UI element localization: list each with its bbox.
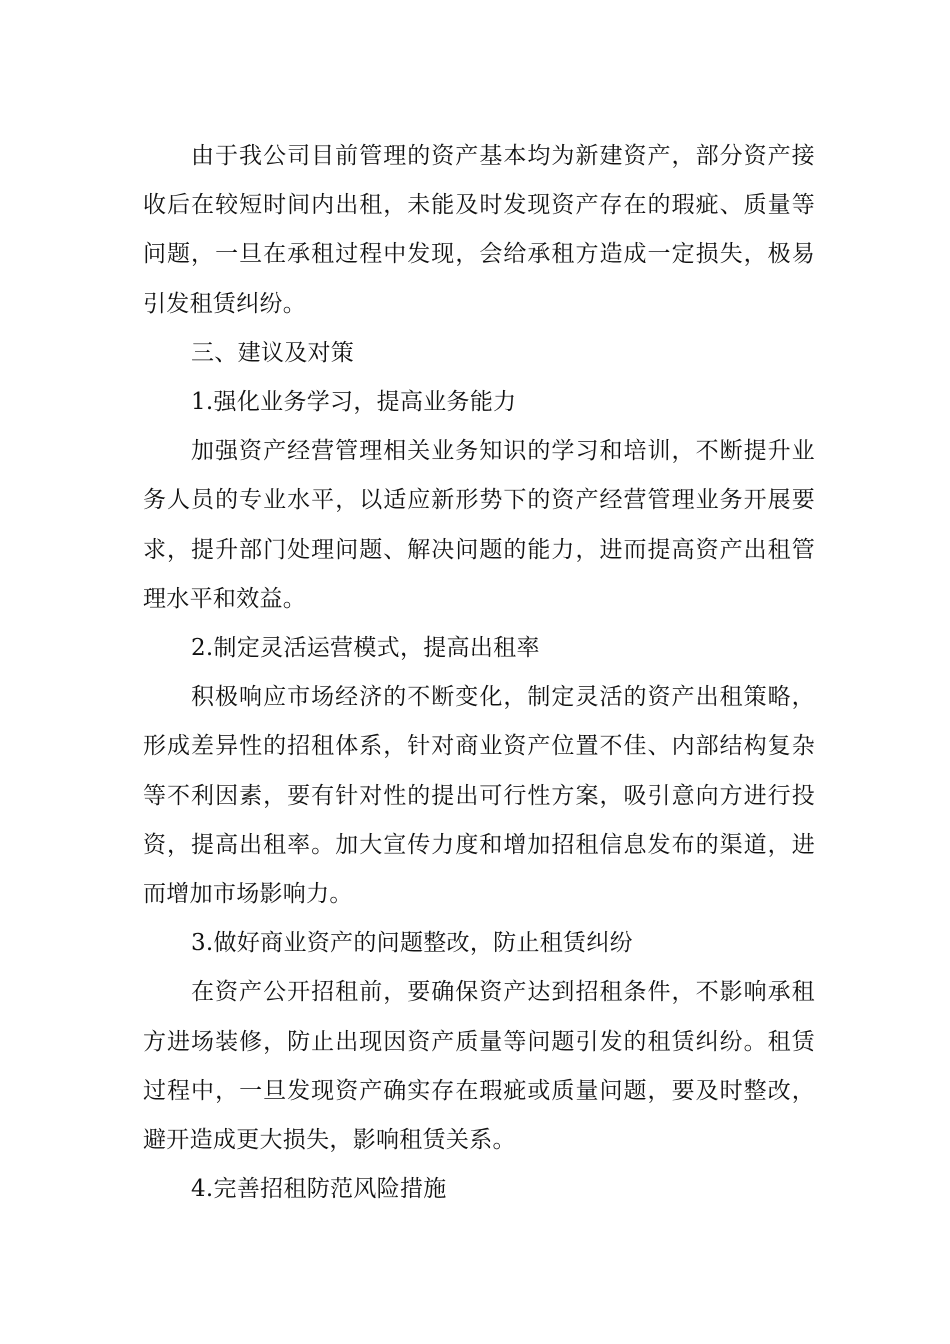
- paragraph-body: 加强资产经营管理相关业务知识的学习和培训，不断提升业务人员的专业水平，以适应新形势下的资产经营管理业务开展要求，提升部门处理问题、解决问题的能力，进而提高资产出租管理水平和效益。: [143, 438, 815, 612]
- subsection-heading: 4.完善招租防范风险措施: [191, 1176, 447, 1203]
- document-body: [143, 132, 815, 1214]
- subsection-heading: 3.做好商业资产的问题整改，防止租赁纠纷: [191, 930, 633, 957]
- paragraph-body: 积极响应市场经济的不断变化，制定灵活的资产出租策略，形成差异性的招租体系，针对商业资产位置不佳、内部结构复杂等不利因素，要有针对性的提出可行性方案，吸引意向方进行投资，提高出租率。加大宣传力度和增加招租信息发布的渠道，进而增加市场影响力。: [143, 684, 815, 908]
- paragraph-body: 在资产公开招租前，要确保资产达到招租条件，不影响承租方进场装修，防止出现因资产质量等问题引发的租赁纠纷。租赁过程中，一旦发现资产确实存在瑕疵或质量问题，要及时整改，避开造成更大损失，影响租赁关系。: [143, 979, 815, 1154]
- subsection-heading: 2.制定灵活运营模式，提高出租率: [191, 635, 540, 662]
- section-heading: 三、建议及对策: [191, 339, 355, 366]
- paragraph-body: 由于我公司目前管理的资产基本均为新建资产，部分资产接收后在较短时间内出租，未能及时发现资产存在的瑕疵、质量等问题，一旦在承租过程中发现，会给承租方造成一定损失，极易引发租赁纠纷。: [143, 143, 815, 317]
- subsection-heading: 1.强化业务学习，提高业务能力: [191, 389, 517, 416]
